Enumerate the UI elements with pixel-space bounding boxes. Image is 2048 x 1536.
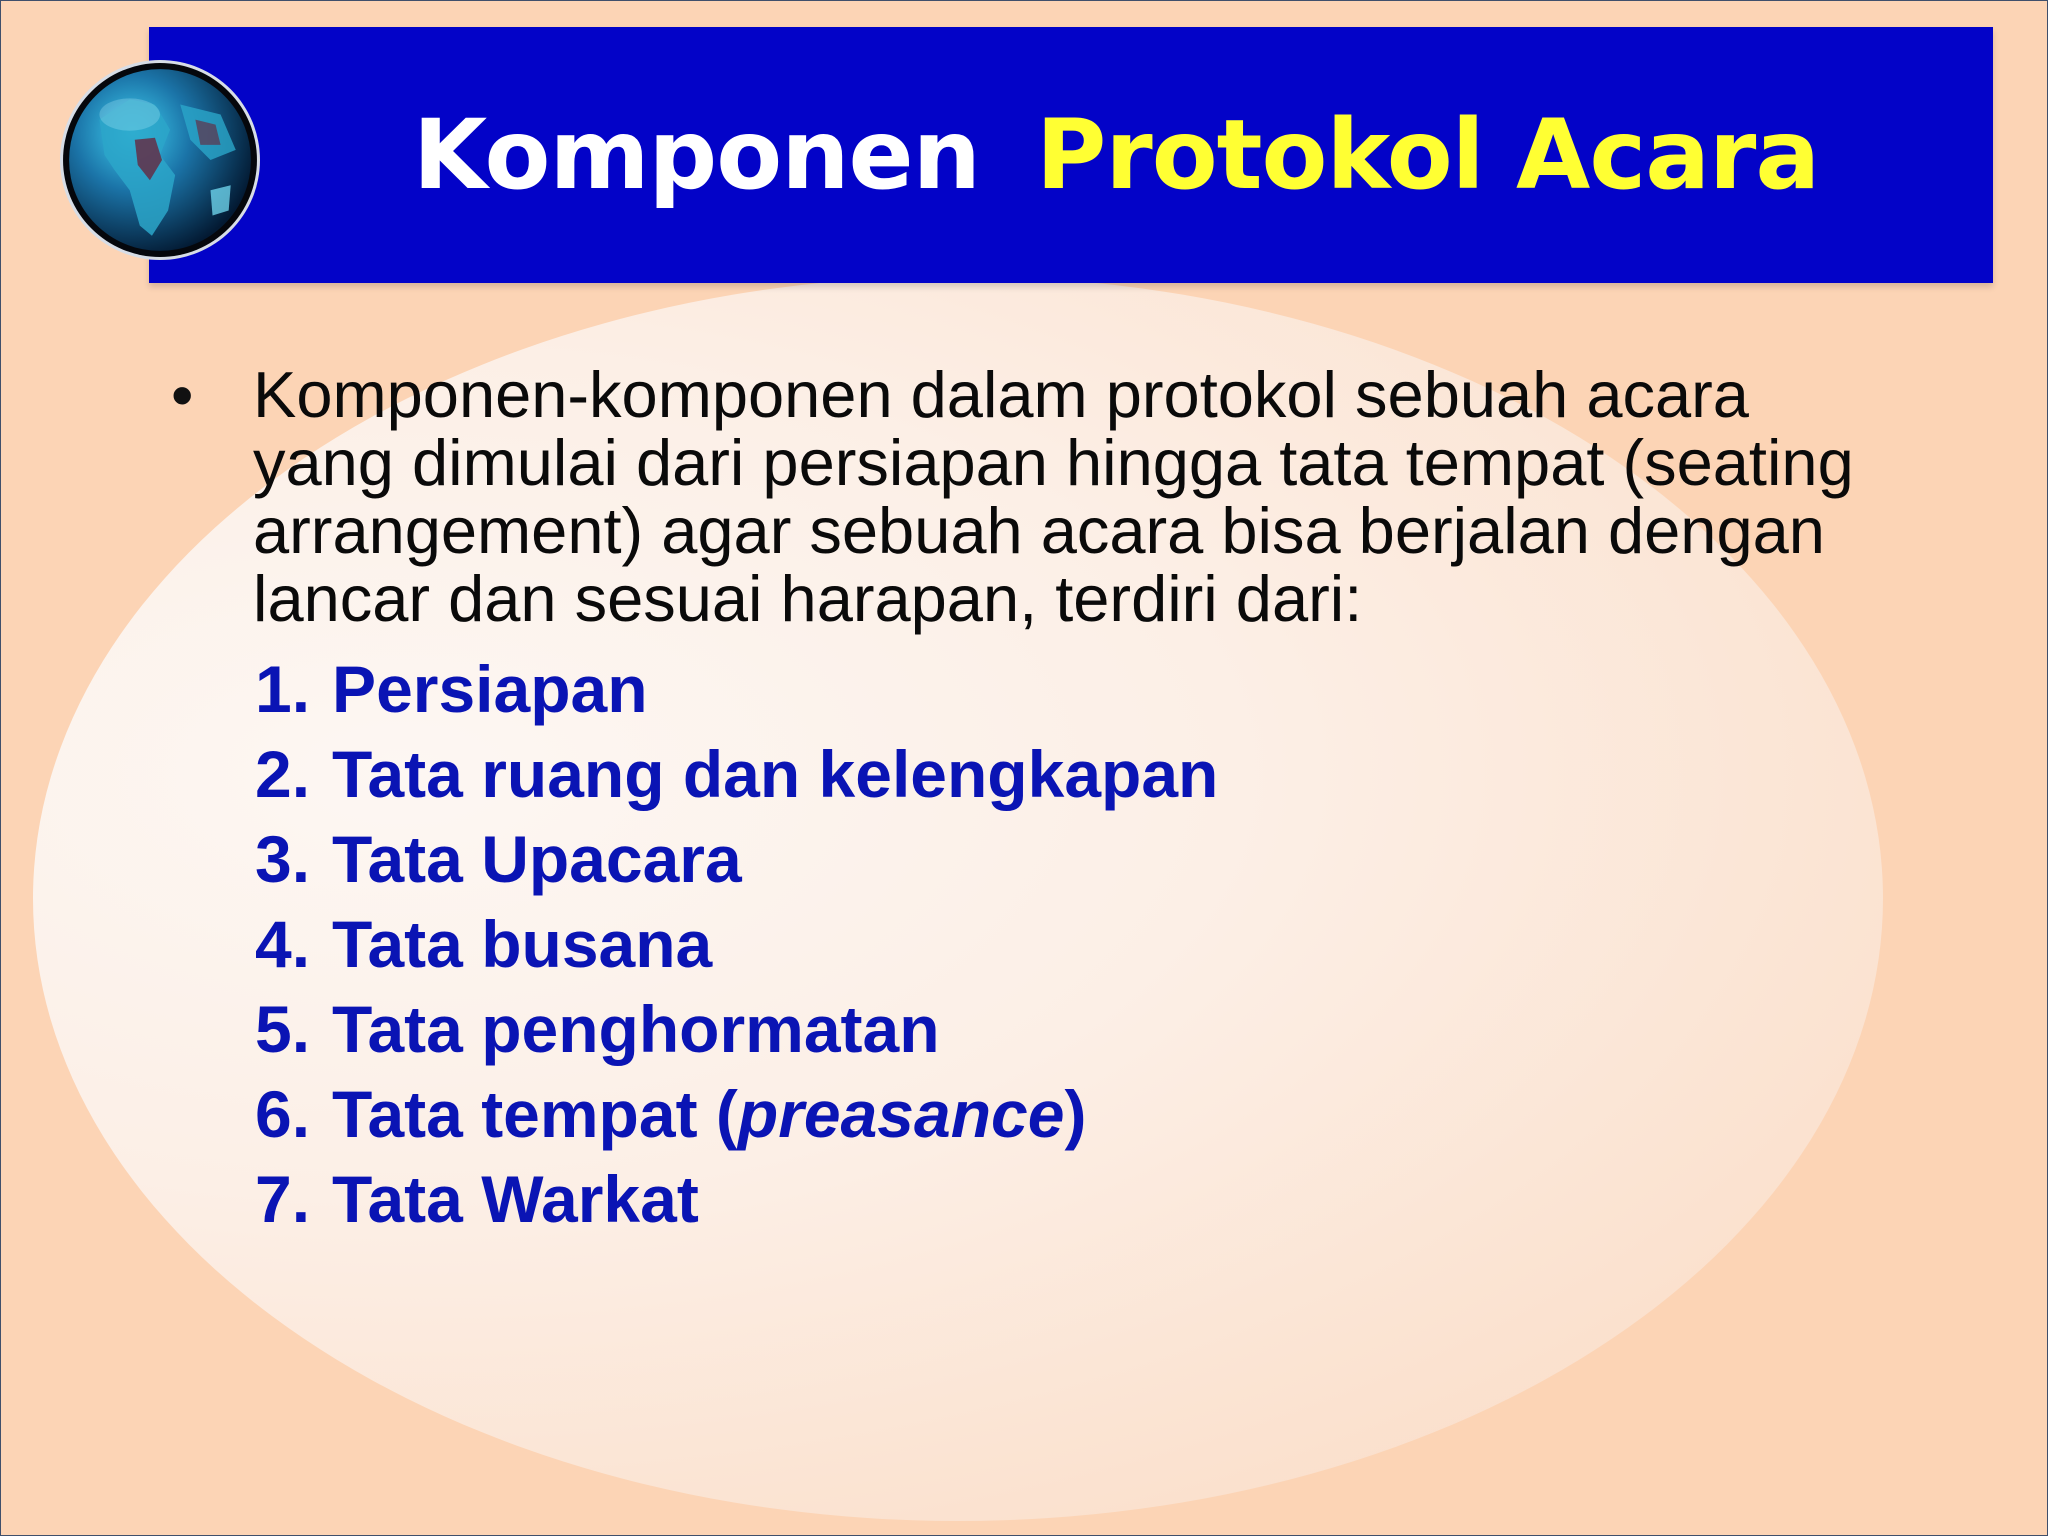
list-item: 4. Tata busana	[255, 907, 713, 981]
list-item: 6. Tata tempat (preasance)	[255, 1077, 1087, 1151]
list-item: 1. Persiapan	[255, 652, 648, 726]
list-item: 7. Tata Warkat	[255, 1162, 699, 1236]
slide-title	[149, 27, 1993, 283]
list-item: 3. Tata Upacara	[255, 822, 742, 896]
intro-paragraph: Komponen-komponen dalam protokol sebuah acara yang dimulai dari persiapan hingga tata tempat (seating arrangement) agar sebuah acara bisa berjalan dengan lancar dan sesuai harapan, terdiri dari:	[253, 358, 1854, 635]
globe-icon	[59, 59, 261, 261]
intro-bullet	[171, 358, 1911, 635]
title-part-protokol-acara: Protokol Acara	[1036, 99, 1820, 211]
title-part-komponen: Komponen	[412, 99, 980, 211]
bullet-marker: •	[171, 359, 194, 431]
list-item: 2. Tata ruang dan kelengkapan	[255, 737, 1219, 811]
list-item: 5. Tata penghormatan	[255, 992, 940, 1066]
components-list	[255, 647, 1911, 1242]
slide-content	[171, 358, 1911, 1242]
